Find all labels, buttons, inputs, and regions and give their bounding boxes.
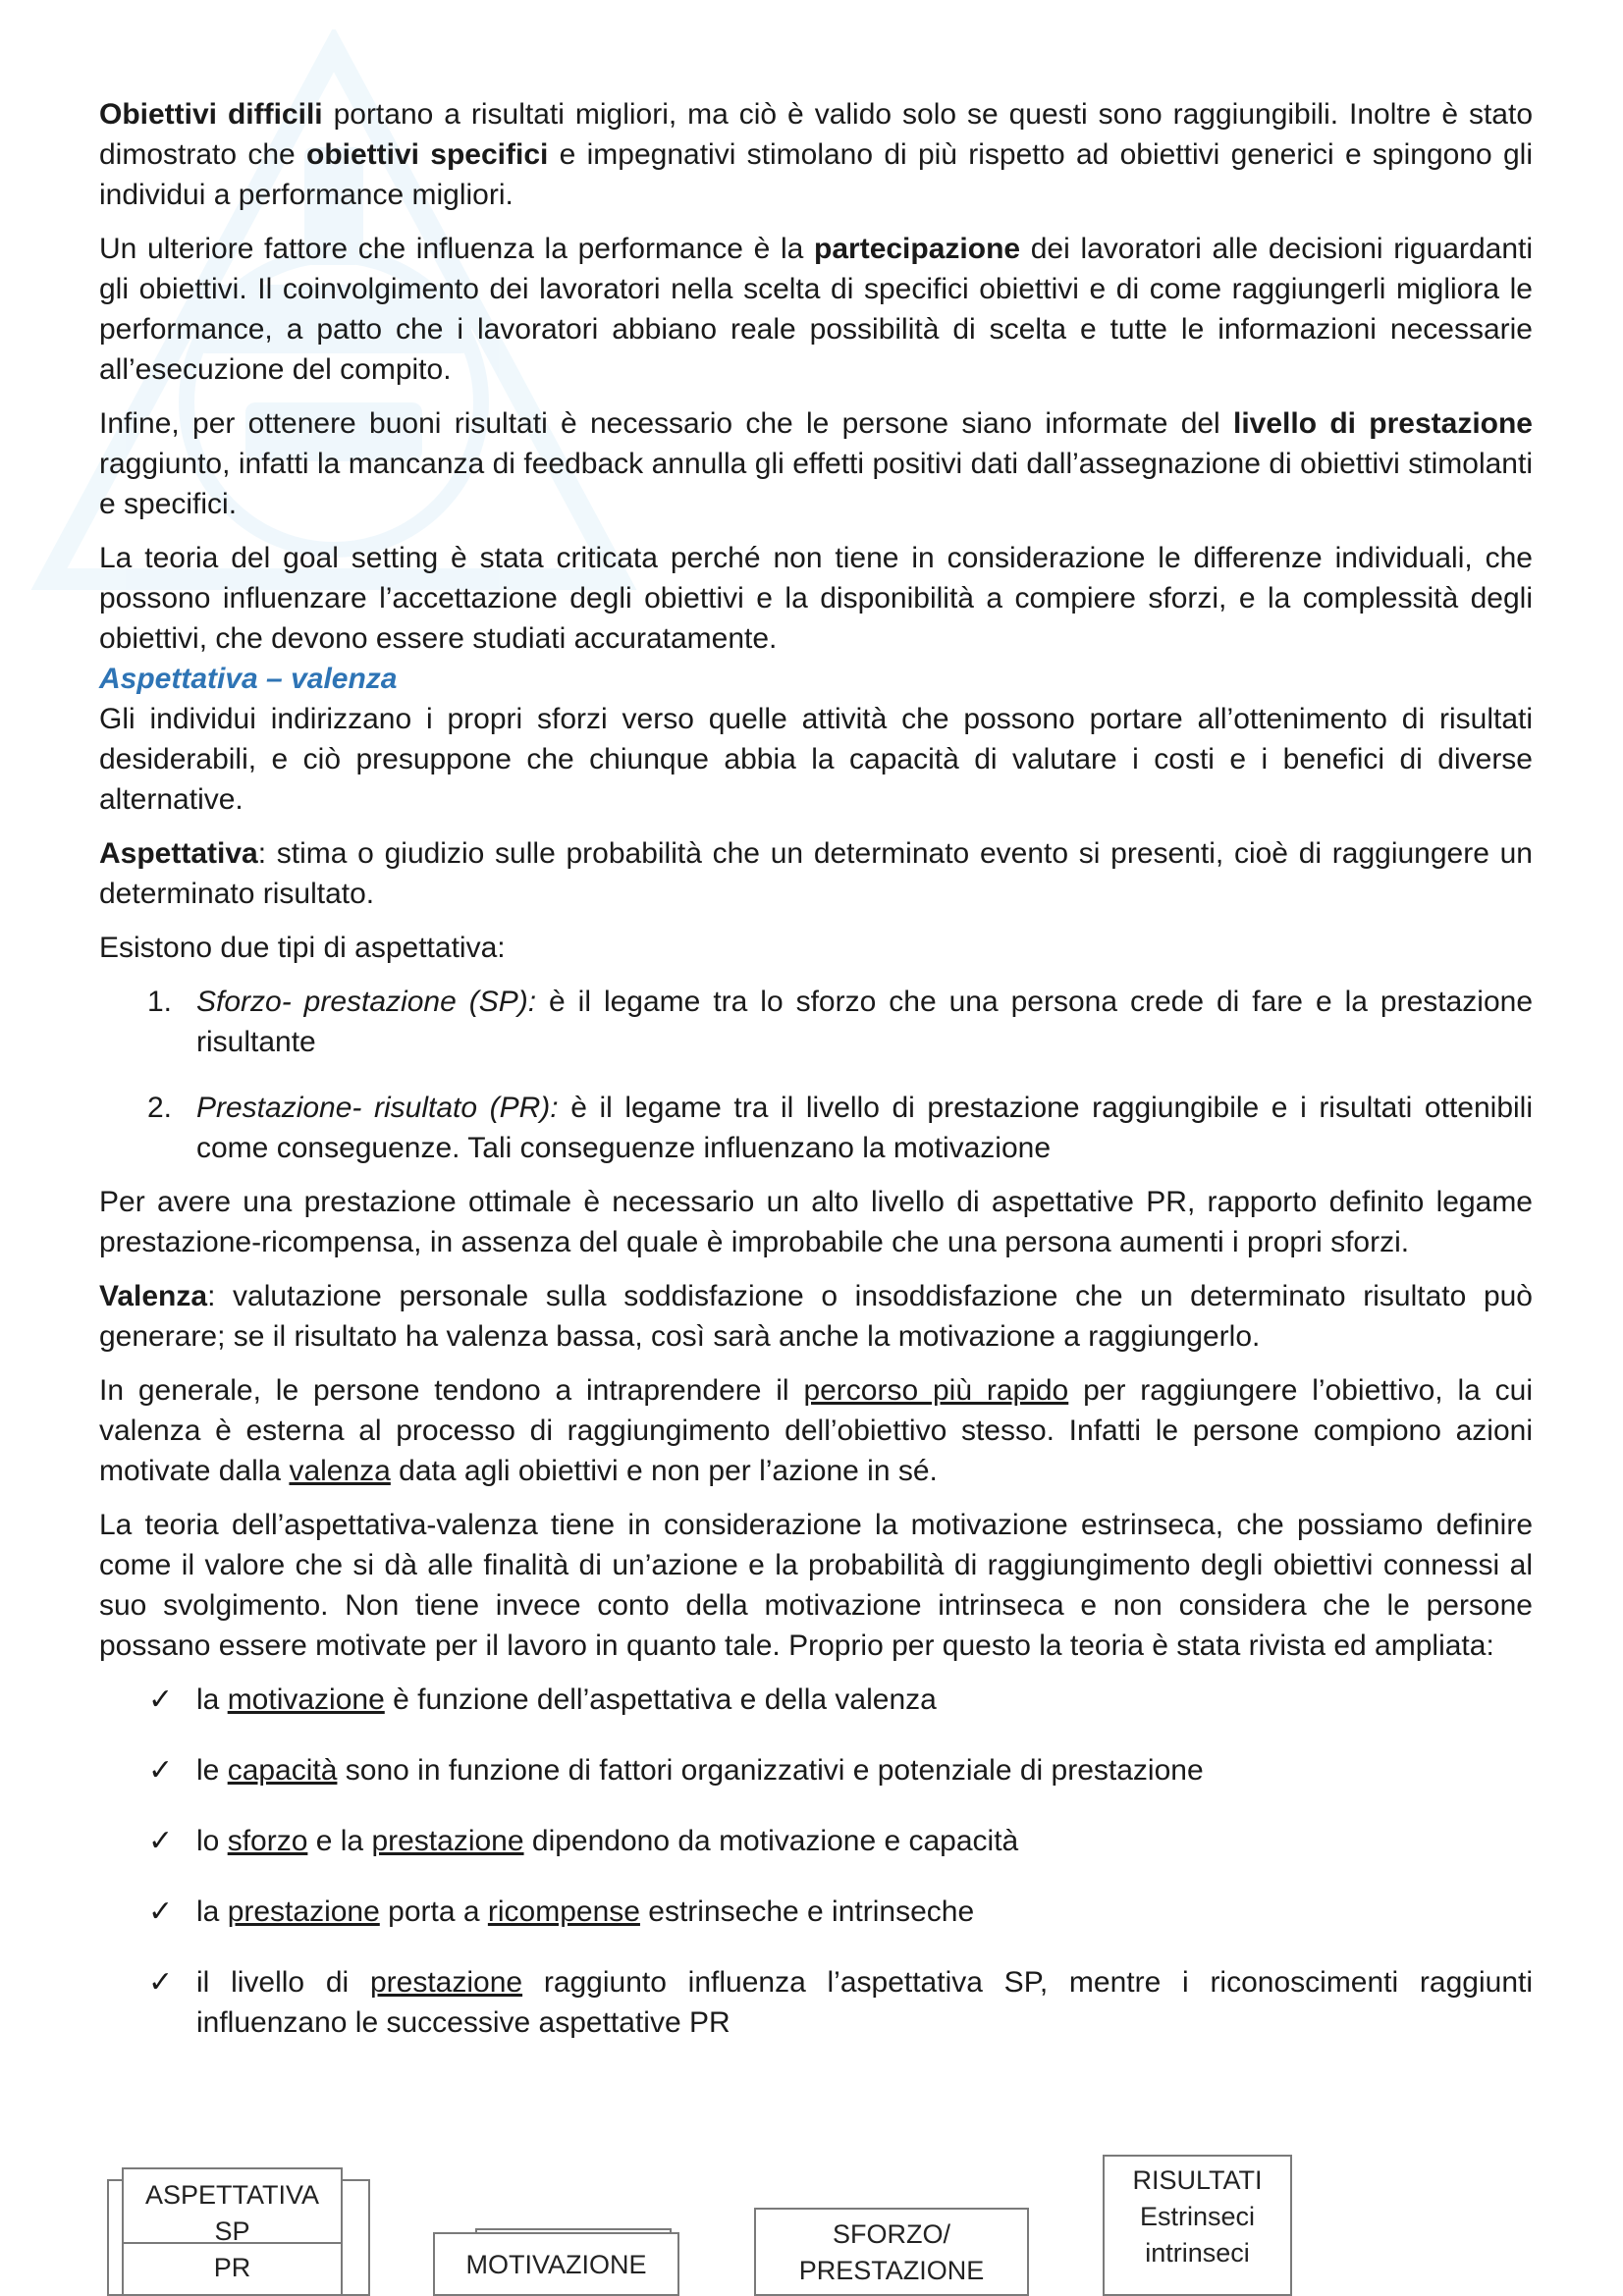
paragraph: Obiettivi difficili portano a risultati migliori, ma ciò è valido solo se questi sono raggiungibili. Inoltre è stato dimostrato che obiettivi specifici e impegnativi stimolano di più rispetto ad obiettivi generici e spingono gli individui a performance migliori.: [99, 98, 1533, 211]
paragraph: La teoria del goal setting è stata criticata perché non tiene in considerazione le differenze individuali, che possono influenzare l’accettazione degli obiettivi e la disponibilità a compiere sforzi, e la complessità degli obiettivi, che devono essere studiati accuratamente.: [99, 542, 1533, 655]
body-text: [99, 94, 1533, 2073]
checkmark-icon: ✓: [148, 1825, 174, 1857]
bold-term: Valenza: [99, 1280, 208, 1312]
box-divider: [124, 2242, 341, 2244]
checkmark-icon: ✓: [148, 1683, 174, 1716]
paragraph: Gli individui indirizzano i propri sforzi verso quelle attività che possono portare all’ottenimento di risultati desiderabili, e ciò presuppone che chiunque abbia la capacità di valutare i costi e i benefici di diverse alternative.: [99, 703, 1533, 816]
list-item: 1. Sforzo- prestazione (SP): è il legame tra lo sforzo che una persona crede di fare e la prestazione risultante: [99, 982, 1533, 1062]
underlined-term: valenza: [289, 1455, 391, 1487]
italic-term: Sforzo- prestazione (SP):: [196, 986, 537, 1018]
paragraph: La teoria dell’aspettativa-valenza tiene in considerazione la motivazione estrinseca, che possiamo definire come il valore che si dà alle finalità di un’azione e la probabilità di raggiungimento degli obiettivi connessi al suo svolgimento. Non tiene invece conto della motivazione intrinseca e non considera che le persone possano essere motivate per il lavoro in quanto tale. Proprio per questo la teoria è stata rivista ed ampliata:: [99, 1509, 1533, 1662]
paragraph: Infine, per ottenere buoni risultati è necessario che le persone siano informate del livello di prestazione raggiunto, infatti la mancanza di feedback annulla gli effetti positivi dati dall’assegnazione di obiettivi stimolanti e specifici.: [99, 407, 1533, 520]
underlined-term: percorso più rapido: [803, 1374, 1069, 1407]
list-item: ✓ la motivazione è funzione dell’aspettativa e della valenza: [99, 1680, 1533, 1720]
checkmark-icon: ✓: [148, 1754, 174, 1787]
numbered-list: [99, 982, 1533, 1168]
sforzo-prestazione-box: SFORZO/ PRESTAZIONE: [754, 2208, 1029, 2296]
paragraph: Aspettativa: stima o giudizio sulle probabilità che un determinato evento si presenti, cioè di raggiungere un determinato risultato.: [99, 837, 1533, 910]
paragraph: Valenza: valutazione personale sulla soddisfazione o insoddisfazione che un determinato risultato può generare; se il risultato ha valenza bassa, così sarà anche la motivazione a raggiungerlo.: [99, 1280, 1533, 1353]
bold-term: Aspettativa: [99, 837, 258, 870]
list-item: ✓ la prestazione porta a ricompense estrinseche e intrinseche: [99, 1892, 1533, 1932]
list-item: ✓ il livello di prestazione raggiunto influenza l’aspettativa SP, mentre i riconoscimenti raggiunti influenzano le successive aspettative PR: [99, 1962, 1533, 2043]
risultati-box: RISULTATI Estrinseci intrinseci: [1103, 2155, 1292, 2296]
aspettativa-box: ASPETTATIVA SP PR: [122, 2167, 343, 2296]
bold-term: Obiettivi difficili: [99, 98, 323, 131]
list-item: ✓ lo sforzo e la prestazione dipendono da motivazione e capacità: [99, 1821, 1533, 1861]
list-item: ✓ le capacità sono in funzione di fattori organizzativi e potenziale di prestazione: [99, 1750, 1533, 1790]
paragraph: Per avere una prestazione ottimale è necessario un alto livello di aspettative PR, rapporto definito legame prestazione-ricompensa, in assenza del quale è improbabile che una persona aumenti i propri sforzi.: [99, 1186, 1533, 1258]
checkmark-icon: ✓: [148, 1896, 174, 1928]
paragraph: Esistono due tipi di aspettativa:: [99, 932, 506, 964]
pr-label: PR: [213, 2253, 251, 2282]
list-number: 1.: [147, 986, 173, 1018]
checkmark-icon: ✓: [148, 1966, 174, 1999]
bold-term: livello di prestazione: [1233, 407, 1533, 440]
motivazione-box: MOTIVAZIONE: [433, 2232, 679, 2296]
bold-term: partecipazione: [814, 233, 1021, 265]
bold-term: obiettivi specifici: [306, 138, 549, 171]
list-item: 2. Prestazione- risultato (PR): è il legame tra il livello di prestazione raggiungibile e i risultati ottenibili come conseguenze. Tali conseguenze influenzano la motivazione: [99, 1088, 1533, 1168]
paragraph: Un ulteriore fattore che influenza la performance è la partecipazione dei lavoratori alle decisioni riguardanti gli obiettivi. Il coinvolgimento dei lavoratori nella scelta di specifici obiettivi e di come raggiungerli migliora le performance, a patto che i lavoratori abbiano reale possibilità di scelta e tutte le informazioni necessarie all’esecuzione del compito.: [99, 233, 1533, 386]
paragraph: In generale, le persone tendono a intraprendere il percorso più rapido per raggiungere l’obiettivo, la cui valenza è esterna al processo di raggiungimento dell’obiettivo stesso. Infatti le persone compiono azioni motivate dalla valenza data agli obiettivi e non per l’azione in sé.: [99, 1374, 1533, 1487]
motivation-diagram: [0, 2110, 1623, 2296]
italic-term: Prestazione- risultato (PR):: [196, 1092, 559, 1124]
list-number: 2.: [147, 1092, 173, 1124]
section-heading: Aspettativa – valenza: [99, 663, 398, 695]
check-list: [99, 1680, 1533, 2043]
